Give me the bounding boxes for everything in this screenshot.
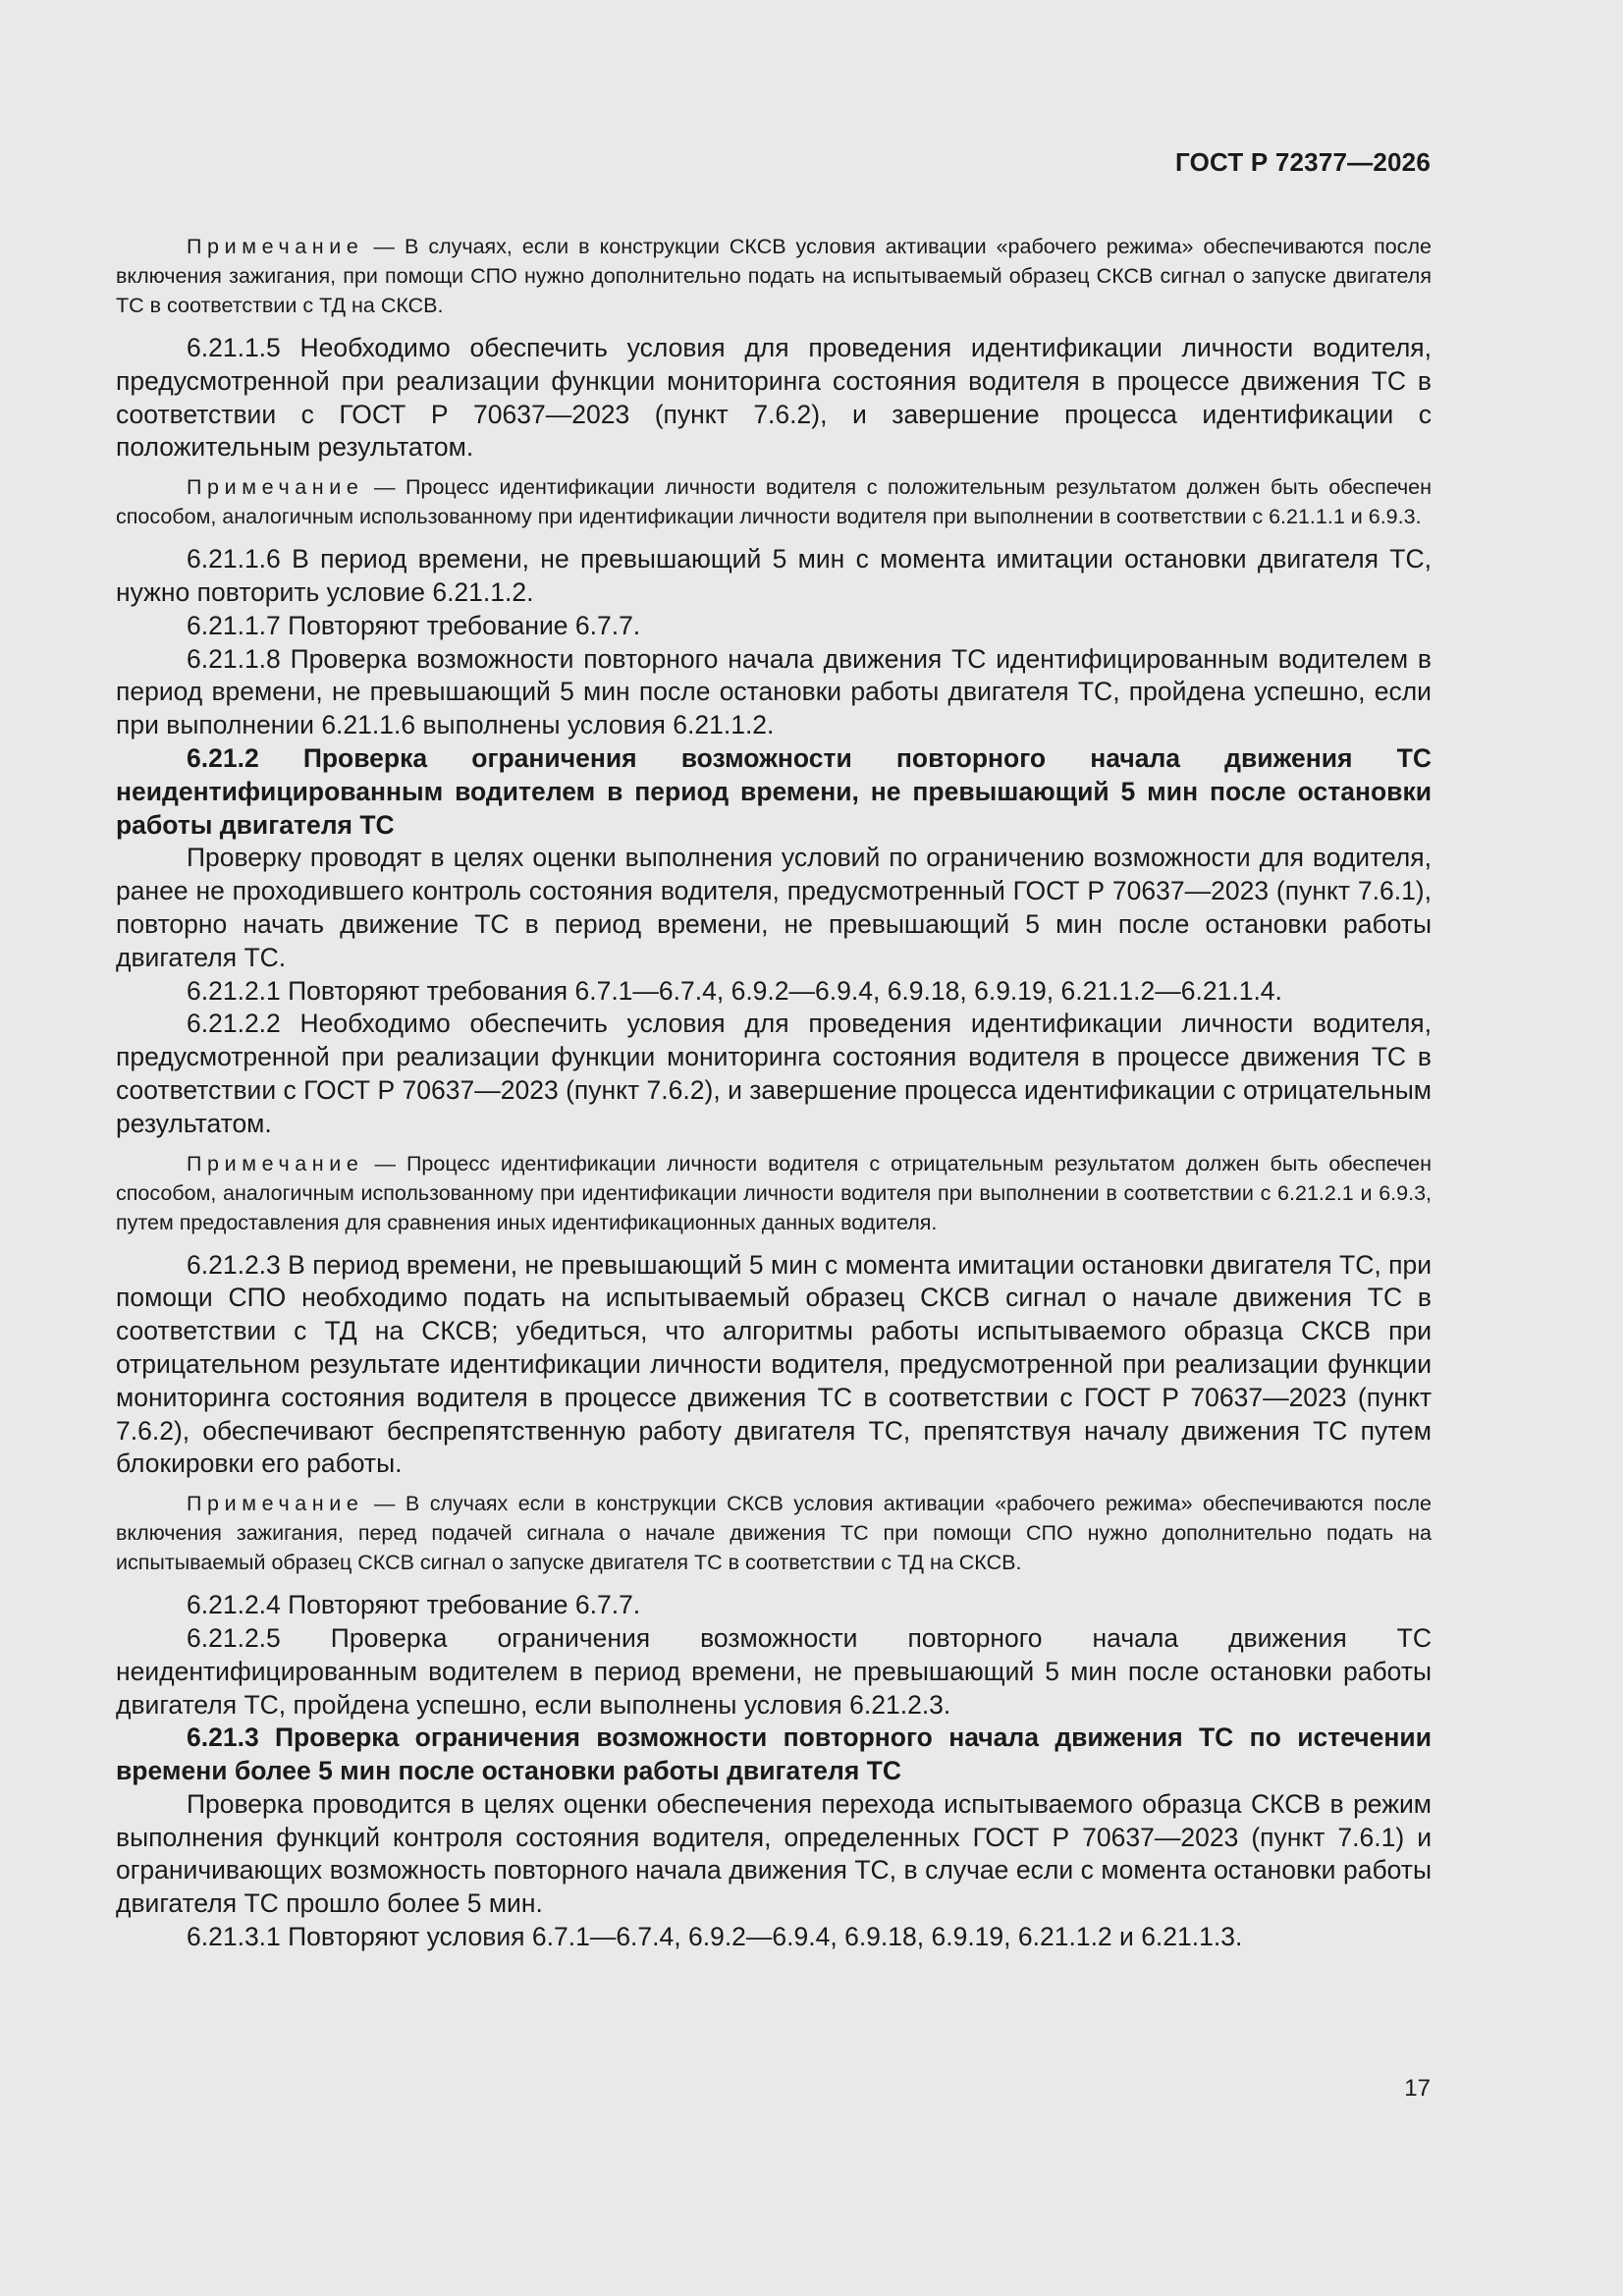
note-block xyxy=(116,232,1432,320)
paragraph-6-21-3-1: 6.21.3.1 Повторяют условия 6.7.1—6.7.4, 6.9.2—6.9.4, 6.9.18, 6.9.19, 6.21.1.2 и 6.21.1.3. xyxy=(187,1922,1243,1952)
section-heading-6-21-2: 6.21.2 Проверка ограничения возможности повторного начала движения ТС неидентифицированным водителем в период времени, не превышающий 5 мин после остановки работы двигателя ТС xyxy=(116,742,1432,840)
note-text: — Процесс идентификации личности водителя с отрицательным результатом должен быть обеспечен способом, аналогичным использованному при идентификации личности водителя при выполнении в соответствии с 6.21.2.1 и 6.9.3, путем предоставления для сравнения иных идентификационных данных водителя. xyxy=(116,1151,1432,1234)
paragraph-6-21-2-3: 6.21.2.3 В период времени, не превышающий 5 мин с момента имитации остановки двигателя ТС, при помощи СПО необходимо подать на испытываемый образец СКСВ сигнал о начале движения ТС в соответствии с ТД на СКСВ; убедиться, что алгоритмы работы испытываемого образца СКСВ при отрицательном результате идентификации личности водителя, предусмотренной при реализации функции мониторинга состояния водителя в процессе движения ТС в соответствии с ГОСТ Р 70637—2023 (пункт 7.6.2), обеспечивают беспрепятственную работу двигателя ТС, препятствуя началу движения ТС путем блокировки его работы. xyxy=(116,1249,1432,1479)
paragraph-6-21-1-7: 6.21.1.7 Повторяют требование 6.7.7. xyxy=(187,610,641,640)
paragraph-6-21-1-5: 6.21.1.5 Необходимо обеспечить условия для проведения идентификации личности водителя, предусмотренной при реализации функции мониторинга состояния водителя в процессе движения ТС в соответствии с ГОСТ Р 70637—2023 (пункт 7.6.2), и завершение процесса идентификации с положительным результатом. xyxy=(116,333,1432,463)
paragraph-6-21-2-2: 6.21.2.2 Необходимо обеспечить условия для проведения идентификации личности водителя, предусмотренной при реализации функции мониторинга состояния водителя в процессе движения ТС в соответствии с ГОСТ Р 70637—2023 (пункт 7.6.2), и завершение процесса идентификации с отрицательным результатом. xyxy=(116,1009,1432,1138)
note-label: Примечание xyxy=(187,475,364,500)
section-heading-6-21-3: 6.21.3 Проверка ограничения возможности повторного начала движения ТС по истечении времени более 5 мин после остановки работы двигателя ТС xyxy=(116,1722,1432,1786)
document-header: ГОСТ Р 72377—2026 xyxy=(1175,147,1431,177)
note-block xyxy=(116,1149,1432,1237)
note-text: — В случаях если в конструкции СКСВ условия активации «рабочего режима» обеспечиваются после включения зажигания, перед подачей сигнала о начале движения ТС при помощи СПО нужно дополнительно подать на испытываемый образец СКСВ сигнал о запуске двигателя ТС в соответствии с ТД на СКСВ. xyxy=(116,1492,1432,1575)
paragraph-6-21-2-1: 6.21.2.1 Повторяют требования 6.7.1—6.7.4, 6.9.2—6.9.4, 6.9.18, 6.9.19, 6.21.1.2—6.21.1.4. xyxy=(187,975,1282,1006)
note-block xyxy=(116,1489,1432,1577)
document-body xyxy=(116,224,1432,1954)
paragraph-6-21-2-5: 6.21.2.5 Проверка ограничения возможности повторного начала движения ТС неидентифицированным водителем в период времени, не превышающий 5 мин после остановки работы двигателя ТС, пройдена успешно, если выполнены условия 6.21.2.3. xyxy=(116,1622,1432,1720)
paragraph-6-21-1-8: 6.21.1.8 Проверка возможности повторного начала движения ТС идентифицированным водителем в период времени, не превышающий 5 мин после остановки работы двигателя ТС, пройдена успешно, если при выполнении 6.21.1.6 выполнены условия 6.21.1.2. xyxy=(116,643,1432,740)
paragraph-6-21-2-intro: Проверку проводят в целях оценки выполнения условий по ограничению возможности для водителя, ранее не проходившего контроль состояния водителя, предусмотренный ГОСТ Р 70637—2023 (пункт 7.6.1), повторно начать движение ТС в период времени, не превышающий 5 мин после остановки работы двигателя ТС. xyxy=(116,843,1432,972)
note-label: Примечание xyxy=(187,1492,364,1516)
paragraph-6-21-2-4: 6.21.2.4 Повторяют требование 6.7.7. xyxy=(187,1590,641,1620)
paragraph-6-21-3-intro: Проверка проводится в целях оценки обеспечения перехода испытываемого образца СКСВ в режим выполнения функций контроля состояния водителя, определенных ГОСТ Р 70637—2023 (пункт 7.6.1) и ограничивающих возможность повторного начала движения ТС, в случае если с момента остановки работы двигателя ТС прошло более 5 мин. xyxy=(116,1788,1432,1919)
page-number: 17 xyxy=(1404,2075,1431,2102)
note-text: — В случаях, если в конструкции СКСВ условия активации «рабочего режима» обеспечиваются после включения зажигания, при помощи СПО нужно дополнительно подать на испытываемый образец СКСВ сигнал о запуске двигателя ТС в соответствии с ТД на СКСВ. xyxy=(116,235,1432,317)
note-text: — Процесс идентификации личности водителя с положительным результатом должен быть обеспечен способом, аналогичным использованному при идентификации личности водителя при выполнении в соответствии с 6.21.1.1 и 6.9.3. xyxy=(116,475,1432,529)
note-label: Примечание xyxy=(187,235,364,258)
note-label: Примечание xyxy=(187,1151,364,1175)
paragraph-6-21-1-6: 6.21.1.6 В период времени, не превышающий 5 мин с момента имитации остановки двигателя ТС, нужно повторить условие 6.21.1.2. xyxy=(116,544,1432,607)
note-block xyxy=(116,472,1432,531)
